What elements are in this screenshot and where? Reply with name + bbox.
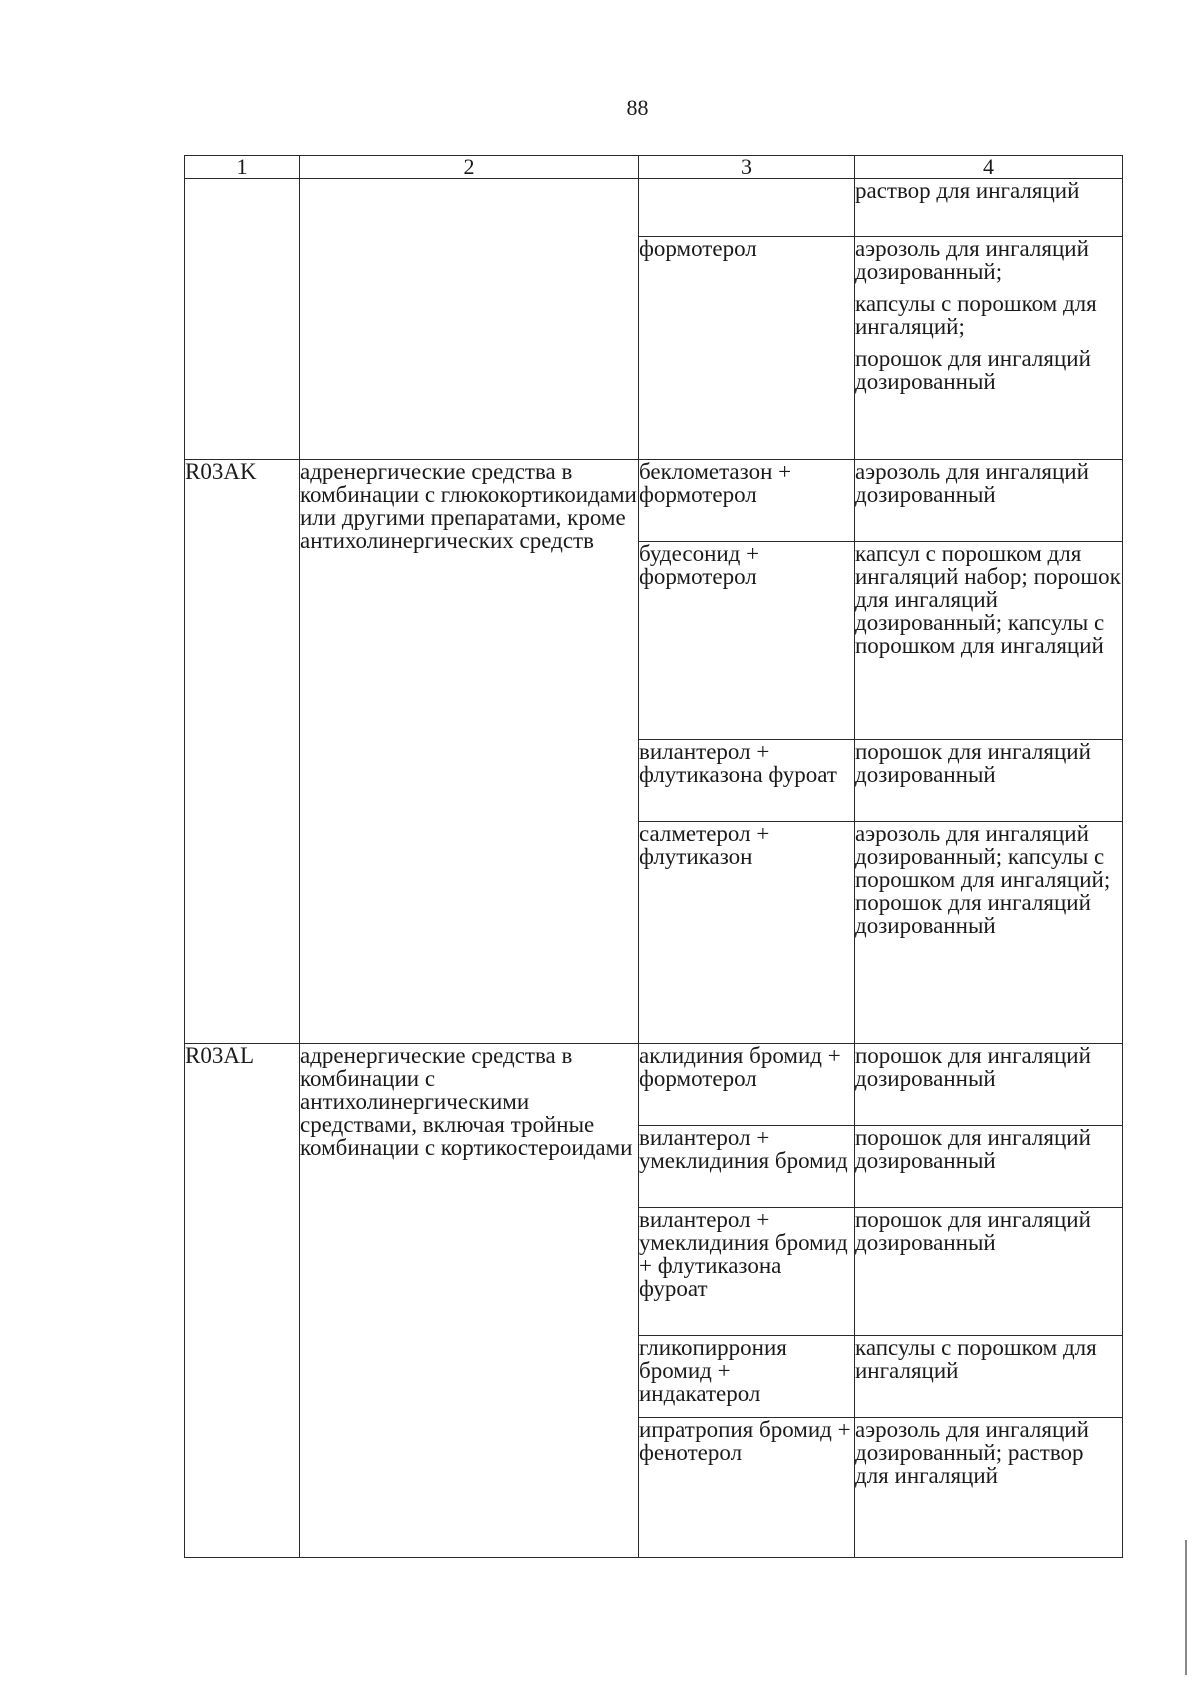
dosage-form: порошок для ингаляций дозированный; [855, 564, 1121, 635]
column-number-1: 1 [185, 156, 300, 179]
table-row [185, 460, 1123, 542]
forms-cell [855, 460, 1123, 542]
forms-cell [855, 1044, 1123, 1126]
substance-cell: вилантерол + умеклидиния бромид + флутиказона фуроат [639, 1208, 855, 1336]
dosage-form: порошок для ингаляций дозированный [855, 1043, 1091, 1091]
forms-cell [855, 1126, 1123, 1208]
substance-cell: беклометазон + формотерол [639, 460, 855, 542]
group-name-cell: адренергические средства в комбинации с глюкокортикоидами или другими препаратами, кроме антихолинергических средств [300, 460, 639, 1044]
column-number-3: 3 [639, 156, 855, 179]
dosage-form: порошок для ингаляций дозированный [855, 346, 1091, 394]
atc-code-cell: R03AL [185, 1044, 300, 1558]
table-row [185, 179, 1123, 237]
substance-cell: вилантерол + умеклидиния бромид [639, 1126, 855, 1208]
page-number: 88 [626, 95, 649, 120]
group-name-cell [300, 179, 639, 460]
dosage-form: порошок для ингаляций дозированный [855, 739, 1091, 787]
substance-cell: аклидиния бромид + формотерол [639, 1044, 855, 1126]
forms-cell [855, 542, 1123, 740]
forms-cell [855, 237, 1123, 460]
substance-cell: вилантерол + флутиказона фуроат [639, 740, 855, 822]
scan-edge-mark [1185, 1540, 1187, 1675]
dosage-form: капсулы с порошком для ингаляций; [855, 291, 1097, 339]
dosage-form: капсулы с порошком для ингаляций [855, 610, 1105, 658]
substance-cell [639, 179, 855, 237]
dosage-form: раствор для ингаляций [855, 1440, 1084, 1488]
group-name-cell: адренергические средства в комбинации с антихолинергическими средствами, включая тройные комбинации с кортикостероидами [300, 1044, 639, 1558]
column-number-2: 2 [300, 156, 639, 179]
atc-code-cell: R03AK [185, 460, 300, 1044]
forms-cell [855, 1208, 1123, 1336]
dosage-form: порошок для ингаляций дозированный [855, 1125, 1091, 1173]
table-row [185, 1044, 1123, 1126]
forms-cell [855, 1336, 1123, 1418]
drug-table [184, 155, 1123, 1558]
column-number-row [185, 156, 1123, 179]
column-number-4: 4 [855, 156, 1123, 179]
substance-cell: будесонид + формотерол [639, 542, 855, 740]
dosage-form: капсулы с порошком для ингаляций [855, 1335, 1097, 1383]
substance-cell: ипратропия бромид + фенотерол [639, 1418, 855, 1558]
dosage-form: порошок для ингаляций дозированный [855, 1207, 1091, 1255]
substance-cell: гликопиррония бромид + индакатерол [639, 1336, 855, 1418]
forms-cell [855, 822, 1123, 1044]
forms-cell [855, 179, 1123, 237]
dosage-form: аэрозоль для ингаляций дозированный [855, 459, 1089, 507]
dosage-form: капсулы с порошком для ингаляций; [855, 844, 1111, 892]
forms-cell [855, 740, 1123, 822]
forms-cell [855, 1418, 1123, 1558]
dosage-form: капсул с порошком для ингаляций набор; [855, 541, 1082, 589]
atc-code-cell [185, 179, 300, 460]
substance-cell: формотерол [639, 237, 855, 460]
dosage-form: аэрозоль для ингаляций дозированный; [855, 821, 1089, 869]
substance-cell: салметерол + флутиказон [639, 822, 855, 1044]
dosage-form: аэрозоль для ингаляций дозированный; [855, 236, 1089, 284]
dosage-form: порошок для ингаляций дозированный [855, 890, 1091, 938]
dosage-form: аэрозоль для ингаляций дозированный; [855, 1417, 1089, 1465]
dosage-form: раствор для ингаляций [855, 178, 1080, 203]
